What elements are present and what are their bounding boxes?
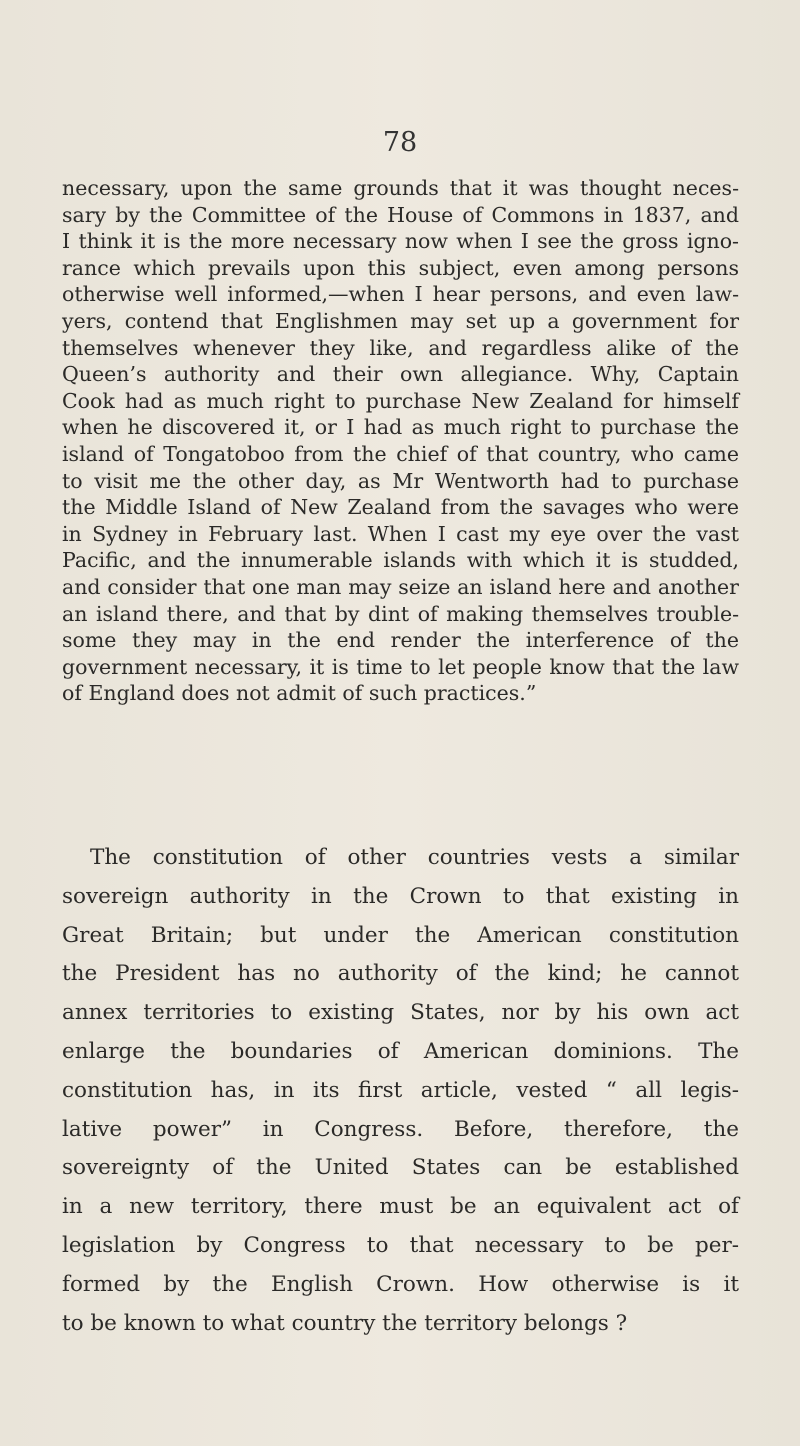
text-line: otherwise well informed,—when I hear persons, and even law- bbox=[62, 282, 739, 307]
text-line: sovereignty of the United States can be established bbox=[62, 1155, 739, 1181]
text-line: Pacific, and the innumerable islands with which it is studded, bbox=[62, 548, 739, 573]
text-line: annex territories to existing States, nor by his own act bbox=[62, 1000, 739, 1026]
text-line: in a new territory, there must be an equivalent act of bbox=[62, 1194, 739, 1220]
text-line: to visit me the other day, as Mr Wentworth had to purchase bbox=[62, 468, 739, 493]
paragraph-1 bbox=[62, 175, 739, 707]
text-line: and consider that one man may seize an island here and another bbox=[62, 574, 739, 599]
text-line: the Middle Island of New Zealand from the savages who were bbox=[62, 495, 739, 520]
text-line: constitution has, in its first article, vested “ all legis- bbox=[62, 1077, 739, 1103]
text-line: The constitution of other countries vests a similar bbox=[90, 845, 739, 870]
text-line: of England does not admit of such practices.” bbox=[62, 681, 537, 706]
text-line: sary by the Committee of the House of Commons in 1837, and bbox=[62, 202, 739, 227]
text-line: government necessary, it is time to let people know that the law bbox=[62, 654, 739, 679]
text-line: themselves whenever they like, and regardless alike of the bbox=[62, 335, 739, 360]
text-line: enlarge the boundaries of American dominions. The bbox=[62, 1038, 739, 1064]
text-line: island of Tongatoboo from the chief of that country, who came bbox=[62, 441, 739, 466]
page-number: 78 bbox=[382, 127, 418, 158]
paragraph-2 bbox=[62, 839, 739, 1343]
text-line: rance which prevails upon this subject, even among persons bbox=[62, 255, 739, 280]
text-line: formed by the English Crown. How otherwise is it bbox=[62, 1271, 739, 1297]
text-line: yers, contend that Englishmen may set up a government for bbox=[62, 308, 739, 333]
text-line: I think it is the more necessary now when I see the gross igno- bbox=[62, 229, 739, 254]
text-line: legislation by Congress to that necessary to be per- bbox=[62, 1232, 739, 1258]
text-line: necessary, upon the same grounds that it was thought neces- bbox=[62, 176, 739, 200]
text-line: an island there, and that by dint of making themselves trouble- bbox=[62, 601, 739, 626]
text-line: sovereign authority in the Crown to that existing in bbox=[62, 883, 739, 909]
text-line: Queen’s authority and their own allegiance. Why, Captain bbox=[62, 362, 739, 387]
text-line: Great Britain; but under the American constitution bbox=[62, 922, 739, 948]
text-line: lative power” in Congress. Before, therefore, the bbox=[62, 1116, 739, 1142]
text-line: when he discovered it, or I had as much right to purchase the bbox=[62, 415, 739, 440]
text-line: Cook had as much right to purchase New Zealand for himself bbox=[62, 388, 739, 413]
text-line: to be known to what country the territory belongs ? bbox=[62, 1310, 628, 1336]
text-line: the President has no authority of the kind; he cannot bbox=[62, 961, 739, 987]
text-line: in Sydney in February last. When I cast my eye over the vast bbox=[62, 521, 739, 546]
text-line: some they may in the end render the interference of the bbox=[62, 628, 739, 653]
